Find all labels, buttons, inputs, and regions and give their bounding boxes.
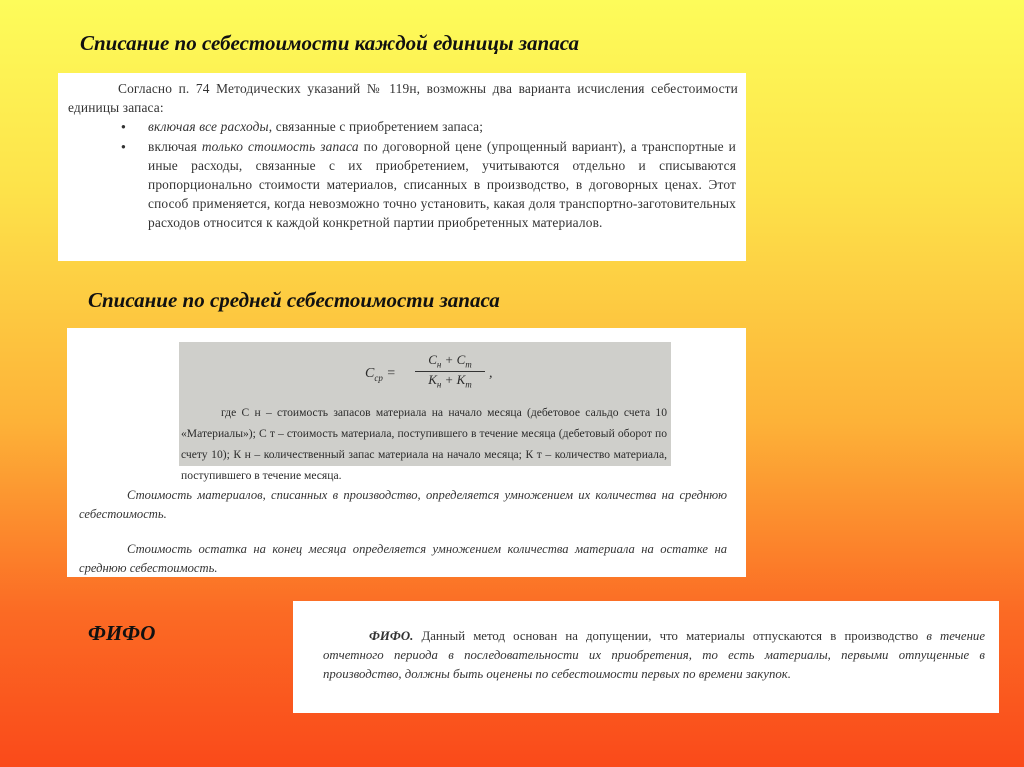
unit-cost-text-panel <box>58 73 746 261</box>
fifo-text <box>323 627 985 683</box>
bullet2-pre: включая <box>148 138 202 154</box>
fifo-text-plain: Данный метод основан на допущении, что материалы отпускаются в производство <box>413 629 927 643</box>
write-off-paragraph: Стоимость материалов, списанных в производство, определяется умножением их количества на среднюю себестоимость. <box>79 488 727 521</box>
cost-variant-list <box>68 117 738 232</box>
formula-definitions: где С н – стоимость запасов материала на начало месяца (дебетовое сальдо счета 10 «Материалы»); С т – стоимость материала, поступившего в течение месяца (дебетовый оборот по счету 10); К н – количественный запас материала на начало месяца; К т – количество материала, поступившего в течение месяца. <box>181 406 667 482</box>
panel1-intro: Согласно п. 74 Методических указаний № 119н, возможны два варианта исчисления себестоимости единицы запаса: <box>68 81 738 116</box>
list-item <box>148 137 738 233</box>
formula-comma: , <box>489 366 493 381</box>
bullet2-text: по договорной цене (упрощенный вариант), а транспортные и иные расходы, связанные с их приобретением, учитываются отдельно и списываются пропорционально стоимости материалов, списанных в производство, в договорных ценах. Этот способ применяется, когда невозможно точно установить, какая доля транспортно-заготовительных расходов относится к каждой конкретной партии приобретенных материалов. <box>148 138 736 231</box>
bullet1-text: , связанные с приобретением запаса; <box>268 119 484 135</box>
fifo-panel <box>293 601 999 713</box>
formula-numerator: $С_н + С_т$ <box>415 352 485 372</box>
formula-scan <box>179 342 671 482</box>
heading-unit-cost: Списание по себестоимости каждой единицы запаса <box>80 31 579 55</box>
remainder-paragraph: Стоимость остатка на конец месяца определяется умножением количества материала на остатке на среднюю себестоимость. <box>79 542 727 575</box>
fifo-text-italic: в течение отчетного периода в последовательности их приобретения, то есть материалы, первыми отпущенные в производство, должны быть оценены по себестоимости первых по времени закупок. <box>323 629 986 681</box>
list-item <box>148 117 738 136</box>
bullet2-italic: только стоимость запаса <box>201 138 359 154</box>
formula-lhs: $С_{ср}$ = <box>365 366 396 383</box>
formula-fraction <box>415 352 485 389</box>
average-cost-panel <box>67 328 746 577</box>
heading-fifo: ФИФО <box>88 621 156 645</box>
heading-average-cost: Списание по средней себестоимости запаса <box>88 288 500 312</box>
formula-denominator: $К_н + К_т$ <box>428 371 472 390</box>
bullet1-italic: включая все расходы <box>148 119 269 135</box>
fifo-term: ФИФО. <box>369 629 414 643</box>
